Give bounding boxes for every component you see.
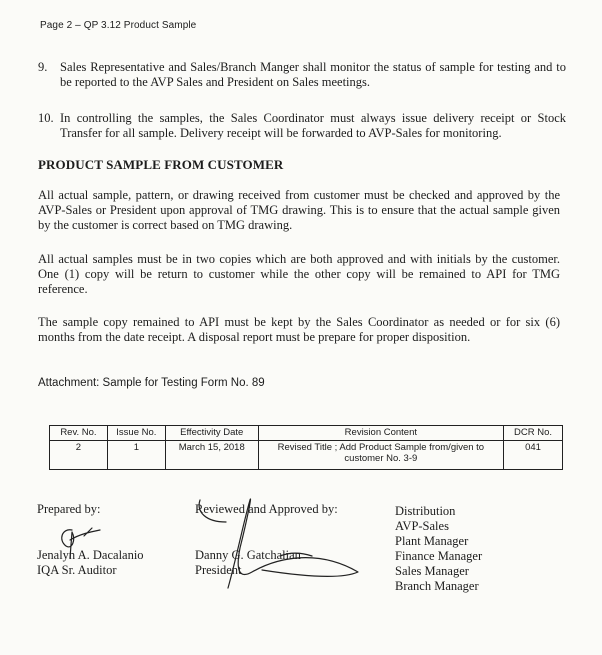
paragraph-2: All actual samples must be in two copies which are both approved and with initials by the customer. One (1) copy will be return to customer while the other copy will be remained to API for TMG reference. — [38, 252, 560, 296]
reviewed-by-label: Reviewed and Approved by: — [195, 502, 338, 516]
attachment-note: Attachment: Sample for Testing Form No. 89 — [38, 377, 265, 389]
distribution-label: Distribution — [395, 504, 456, 518]
prepared-by-block — [37, 502, 144, 578]
column-header-effectivity-date: Effectivity Date — [165, 426, 258, 441]
prepared-by-name: Jenalyn A. Dacalanio — [37, 548, 144, 562]
distribution-item: Plant Manager — [395, 534, 469, 548]
paragraph-1: All actual sample, pattern, or drawing received from customer must be checked and approved by the AVP-Sales or President upon approval of TMG drawing. This is to ensure that the actual sample given by the customer is correct based on TMG drawing. — [38, 188, 560, 232]
reviewed-by-block — [195, 502, 338, 578]
cell-revision-content: Revised Title ; Add Product Sample from/given to customer No. 3-9 — [258, 441, 503, 470]
reviewed-by-name: Danny G. Gatchalian — [195, 548, 301, 562]
column-header-rev-no: Rev. No. — [50, 426, 108, 441]
distribution-item: Sales Manager — [395, 564, 469, 578]
column-header-issue-no: Issue No. — [107, 426, 165, 441]
distribution-item: Branch Manager — [395, 579, 479, 593]
list-item-text: Sales Representative and Sales/Branch Manger shall monitor the status of sample for testing and to be reported to the AVP Sales and President on Sales meetings. — [60, 60, 566, 89]
cell-issue-no: 1 — [107, 441, 165, 470]
revision-table — [49, 425, 563, 470]
prepared-by-title: IQA Sr. Auditor — [37, 563, 117, 577]
distribution-block — [395, 504, 482, 594]
cell-dcr-no: 041 — [504, 441, 563, 470]
list-item-text: In controlling the samples, the Sales Coordinator must always issue delivery receipt or Stock Transfer for all sample. Delivery receipt will be forwarded to AVP-Sales for monitoring. — [60, 111, 566, 140]
page-header: Page 2 – QP 3.12 Product Sample — [40, 20, 197, 31]
list-item-9 — [38, 60, 566, 90]
table-row — [50, 441, 563, 470]
list-item-number: 9. — [38, 60, 48, 74]
distribution-item: Finance Manager — [395, 549, 483, 563]
column-header-dcr-no: DCR No. — [504, 426, 563, 441]
paragraph-3: The sample copy remained to API must be kept by the Sales Coordinator as needed or for six (6) months from the date receipt. A disposal report must be prepare for proper disposition. — [38, 315, 560, 344]
table-header-row — [50, 426, 563, 441]
list-item-10 — [38, 111, 566, 141]
reviewed-by-title: President — [195, 563, 242, 577]
column-header-revision-content: Revision Content — [258, 426, 503, 441]
list-item-number: 10. — [38, 111, 54, 125]
section-title: PRODUCT SAMPLE FROM CUSTOMER — [38, 157, 284, 172]
cell-effectivity-date: March 15, 2018 — [165, 441, 258, 470]
prepared-by-label: Prepared by: — [37, 502, 101, 516]
cell-rev-no: 2 — [50, 441, 108, 470]
distribution-item: AVP-Sales — [395, 519, 449, 533]
